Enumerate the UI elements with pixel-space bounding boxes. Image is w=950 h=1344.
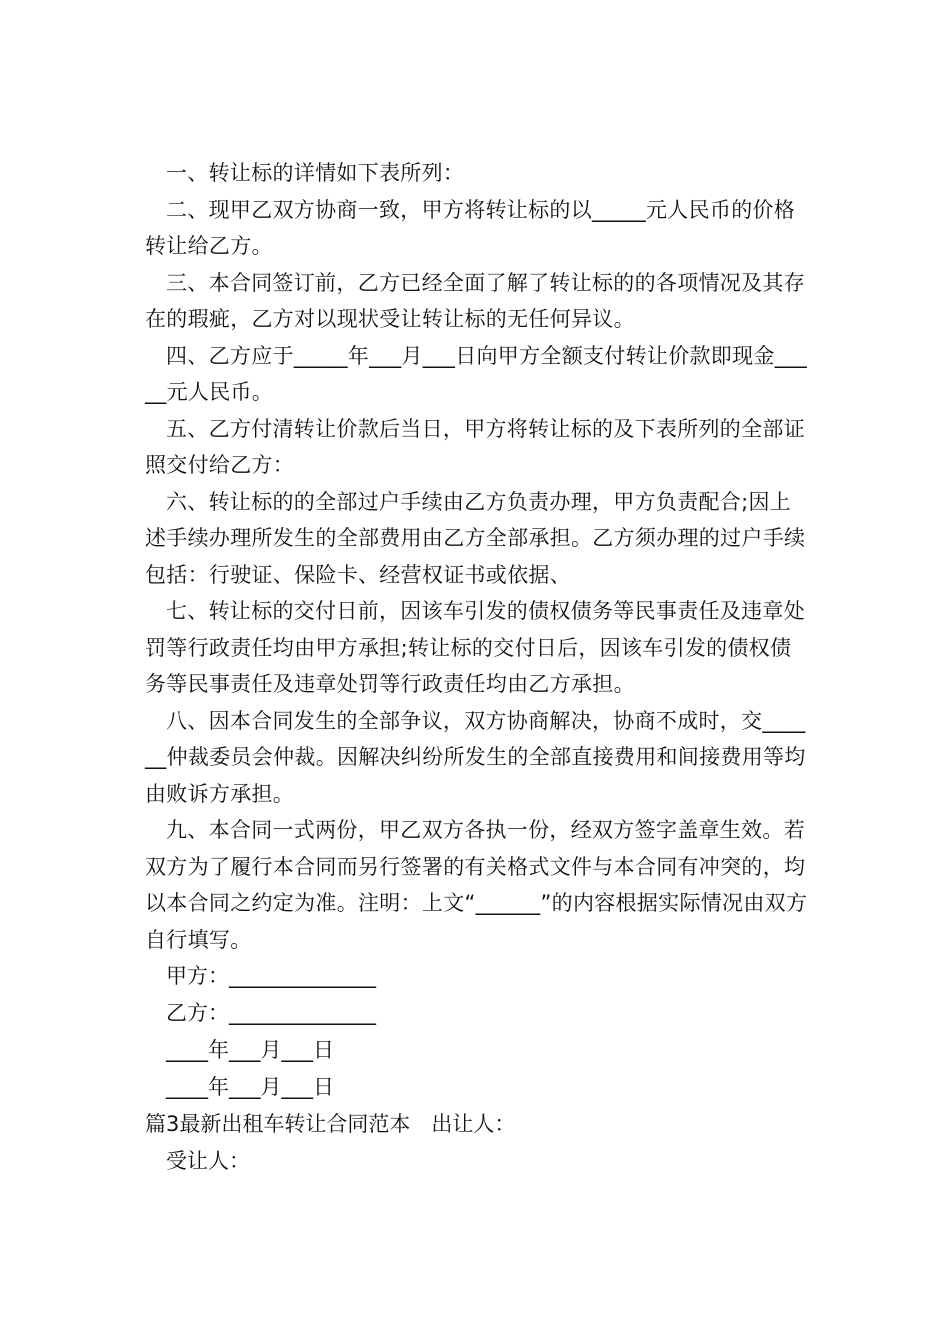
next-section-title: 篇3最新出租车转让合同范本 出让人：: [145, 1112, 516, 1136]
party-a-signature: 甲方：______________: [166, 964, 376, 988]
clause-7: 七、转让标的交付日前，因该车引发的债权债务等民事责任及违章处罚等行政责任均由甲方承担;转让标的交付日后，因该车引发的债权债务等民事责任及违章处罚等行政责任均由乙方承担。: [145, 599, 805, 696]
clause-3: 三、本合同签订前，乙方已经全面了解了转让标的的各项情况及其存在的瑕疵，乙方对以现状受让转让标的无任何异议。: [145, 270, 805, 331]
clause-2: 二、现甲乙双方协商一致，甲方将转让标的以_____元人民币的价格转让给乙方。: [145, 197, 796, 258]
signature-date-2: ____年___月___日: [166, 1075, 334, 1099]
clause-1: 一、转让标的详情如下表所列：: [166, 161, 465, 185]
clause-8: 八、因本合同发生的全部争议，双方协商解决，协商不成时，交______仲裁委员会仲裁。因解决纠纷所发生的全部直接费用和间接费用等均由败诉方承担。: [145, 708, 806, 806]
clause-5: 五、乙方付清转让价款后当日，甲方将转让标的及下表所列的全部证照交付给乙方：: [145, 416, 805, 477]
clause-6: 六、转让标的的全部过户手续由乙方负责办理，甲方负责配合;因上述手续办理所发生的全部费用由乙方全部承担。乙方须办理的过户手续包括：行驶证、保险卡、经营权证书或依据、: [145, 489, 806, 587]
signature-date-1: ____年___月___日: [166, 1038, 334, 1062]
clause-9: 九、本合同一式两份，甲乙双方各执一份，经双方签字盖章生效。若双方为了履行本合同而另行签署的有关格式文件与本合同有冲突的，均以本合同之约定为准。注明：上文“______”的内容根据实际情况由双方自行填写。: [145, 818, 808, 952]
contract-body: [145, 155, 810, 1180]
party-b-signature: 乙方：______________: [166, 1001, 376, 1025]
clause-4: 四、乙方应于_____年___月___日向甲方全额支付转让价款即现金_____元人民币。: [145, 343, 808, 404]
transferee-label: 受让人：: [166, 1149, 250, 1173]
